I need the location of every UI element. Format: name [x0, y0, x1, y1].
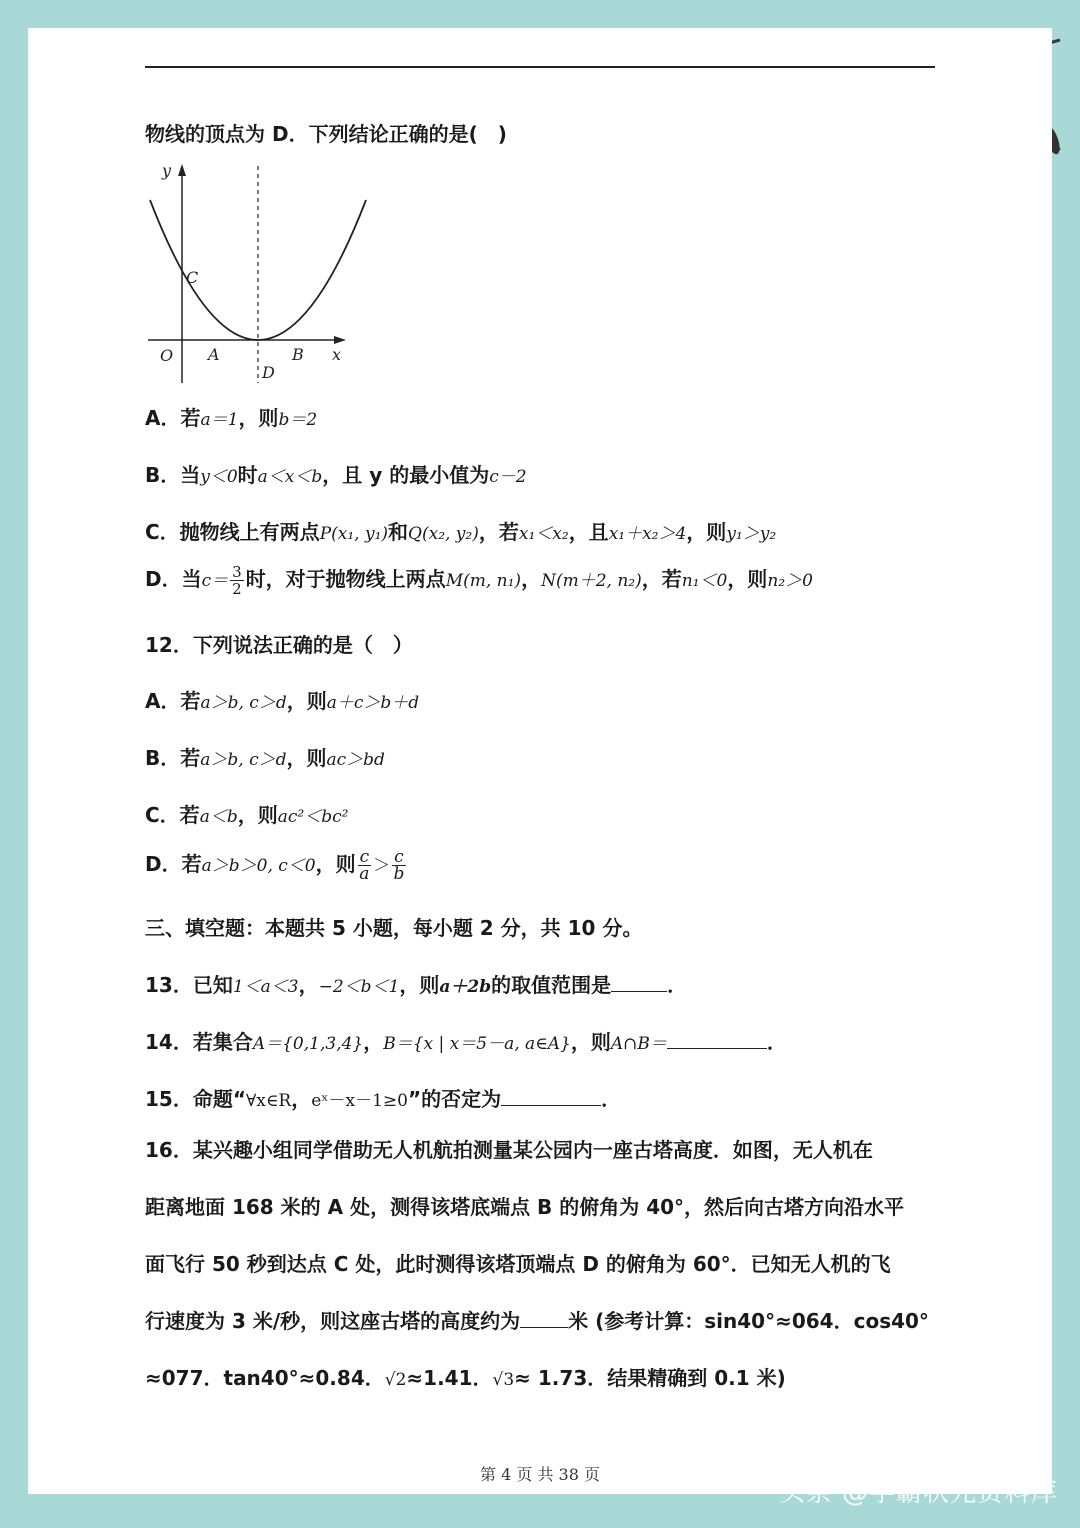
q11-stem: 物线的顶点为 D．下列结论正确的是( )	[145, 122, 507, 146]
label-x: x	[332, 345, 342, 364]
parabola-graph	[140, 158, 370, 388]
section-3-heading: 三、填空题：本题共 5 小题，每小题 2 分，共 10 分。	[145, 916, 643, 940]
q13: 13．已知1＜a＜3，−2＜b＜1，则a＋2b的取值范围是 ．	[145, 973, 688, 997]
q12-stem: 12．下列说法正确的是（ ）	[145, 633, 413, 657]
q12-option-a: A．若a＞b, c＞d，则a＋c＞b＋d	[145, 689, 420, 713]
answer-blank-15	[501, 1087, 601, 1106]
label-d: D	[262, 363, 275, 382]
fraction-c-over-b: $\frac{c}{b}$	[393, 847, 405, 884]
answer-blank-14	[667, 1030, 767, 1049]
label-origin: O	[160, 346, 174, 365]
q12-option-c: C．若a＜b，则ac²＜bc²	[145, 803, 349, 827]
q16-line-3: 面飞行 50 秒到达点 C 处，此时测得该塔顶端点 D 的俯角为 60°．已知无人机的飞	[145, 1252, 891, 1276]
q12-option-d: D．若a＞b＞0, c＜0，则 $\frac{c}{a}$ ＞ $\frac{c}{b}$	[145, 847, 405, 884]
q11-option-b: B．当y＜0时a＜x＜b，且 y 的最小值为c－2	[145, 463, 527, 487]
q16-line-5: ≈077．tan40°≈0.84．√2≈1.41．√3≈ 1.73．结果精确到 0.1 米)	[145, 1366, 786, 1390]
watermark: 头条 @学霸状元资料库	[778, 1478, 1058, 1508]
fraction-3-over-2: $\frac{3}{2}$	[232, 563, 242, 598]
q16-line-1: 16．某兴趣小组同学借助无人机航拍测量某公园内一座古塔高度．如图，无人机在	[145, 1138, 873, 1162]
label-c: C	[186, 268, 199, 287]
q15: 15．命题“∀x∈R，eˣ－x－1≥0”的否定为 ．	[145, 1087, 622, 1111]
fraction-c-over-a: $\frac{c}{a}$	[359, 847, 370, 884]
x-axis-arrow	[334, 336, 346, 344]
q11-option-c: C．抛物线上有两点P(x₁, y₁)和Q(x₂, y₂)，若x₁＜x₂，且x₁＋x₂＞4，则y₁＞y₂	[145, 520, 777, 544]
answer-blank-16	[520, 1309, 568, 1328]
answer-blank-13	[611, 973, 667, 992]
q11-option-d: D．当c＝ $\frac{3}{2}$ 时，对于抛物线上两点M(m, n₁)，N(m＋2, n₂)，若n₁＜0，则n₂＞0	[145, 563, 813, 598]
header-rule	[145, 66, 935, 68]
q11-option-a: A．若a＝1，则b＝2	[145, 406, 318, 430]
q12-option-b: B．若a＞b, c＞d，则ac＞bd	[145, 746, 385, 770]
label-b: B	[292, 345, 304, 364]
q16-line-4: 行速度为 3 米/秒，则这座古塔的高度约为 米 (参考计算：sin40°≈064．cos40°	[145, 1309, 929, 1333]
page-footer: 第 4 页 共 38 页	[480, 1465, 600, 1484]
label-y: y	[162, 161, 172, 180]
q14: 14．若集合A＝{0,1,3,4}，B＝{x | x＝5－a, a∈A}，则A∩B＝ ．	[145, 1030, 787, 1054]
q16-line-2: 距离地面 168 米的 A 处，测得该塔底端点 B 的俯角为 40°，然后向古塔方向沿水平	[145, 1195, 905, 1219]
y-axis-arrow	[178, 164, 186, 176]
label-a: A	[208, 345, 220, 364]
